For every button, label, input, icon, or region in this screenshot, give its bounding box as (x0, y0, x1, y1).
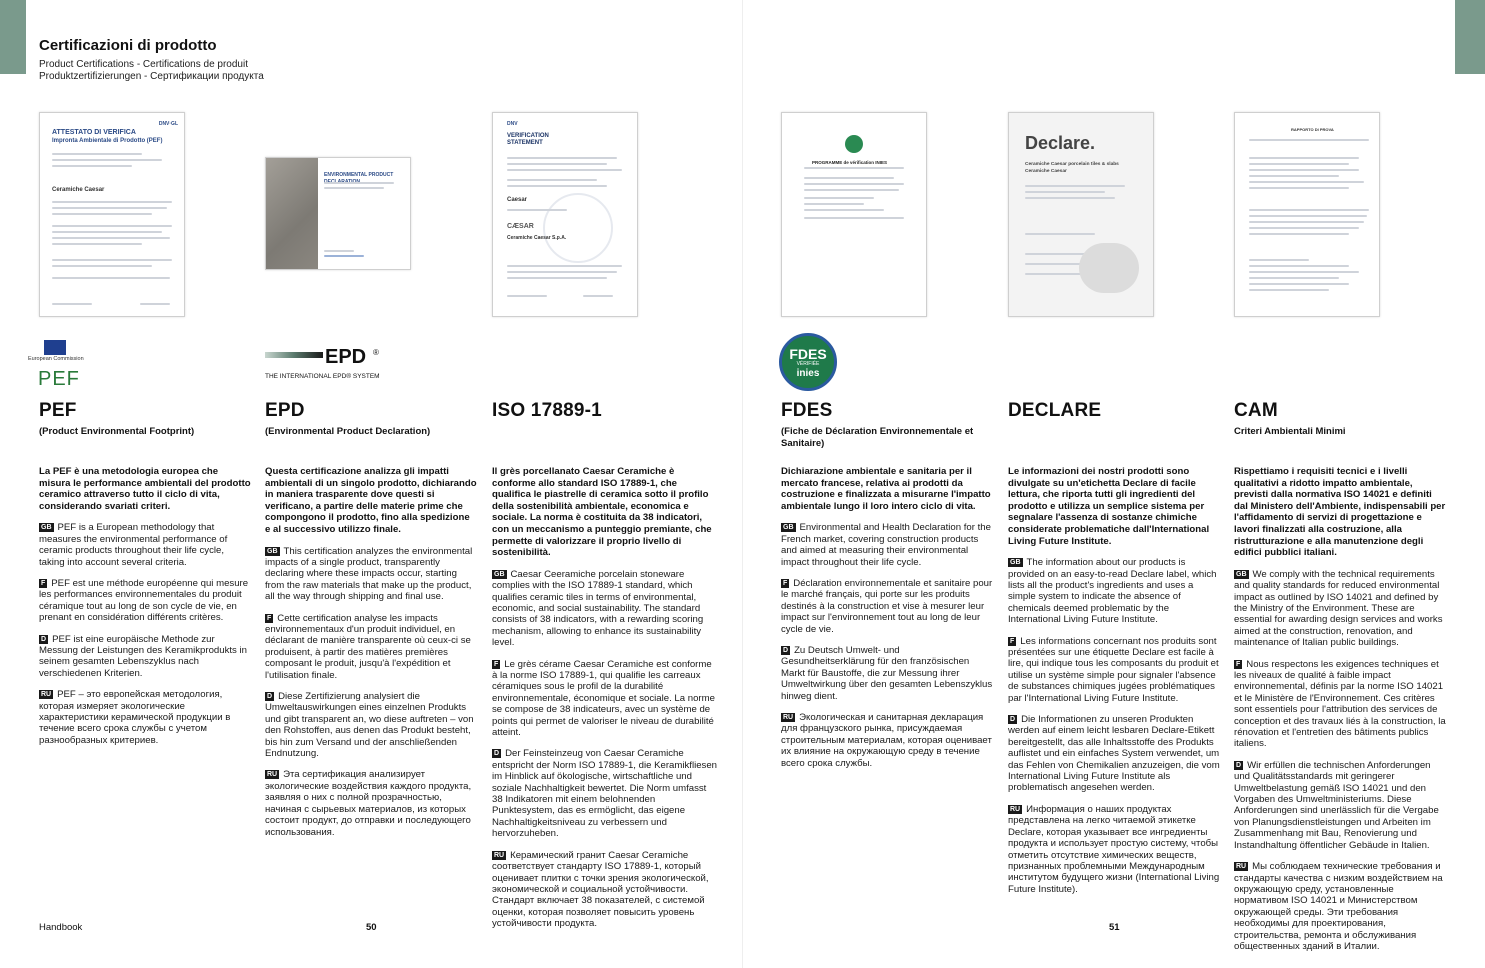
declare-d-text: D Die Informationen zu unseren Produkten werden auf einem leicht lesbaren Declare-Etikett bereitgestellt, das alle Inhaltsstoffe des Produkts auflistet und ein einfaches System verwendet, um das Fehlen von Chemikalien anzuzeigen, die vom International Living Future Institute als problematisch angesehen werden. (1008, 714, 1220, 794)
gb-badge: GB (41, 524, 52, 532)
cam-title: CAM (1234, 400, 1278, 421)
d-badge: D (783, 647, 789, 655)
iso-ru-text: RU Керамический гранит Caesar Ceramiche соответствует стандарту ISO 17889-1, который оценивает плитки с точки зрения экологической, экономической и социальной устойчивости. Стандарт включает 38 показателей, с системой оценки, которая позволяет повысить уровень устойчивости продукта. (492, 849, 709, 930)
pef-column (39, 400, 251, 756)
ru-badge: RU (1236, 863, 1247, 871)
epd-registered: ® (373, 348, 379, 357)
declare-ru-text: RU Информация о наших продуктах представлена на легко читаемой этикетке Declare, которая указывает все ингредиенты продукта и использует простую систему, чтобы отметить отсутствие химических веществ, признанных проблемными Международным институтом будущего жизни (International Living Future Institute). (1008, 803, 1220, 895)
f-badge: F (267, 614, 272, 622)
page-tab-left (0, 0, 26, 74)
epd-lead: Questa certificazione analizza gli impatti ambientali di un singolo prodotto, dichiarando in maniera trasparente dove questi si verificano, a partire delle materie prime che compongono il prodotto, fino alla spedizione e al successivo utilizzo finale. (265, 466, 477, 535)
thumb-heading: ENVIRONMENTAL PRODUCT (324, 172, 394, 178)
thumb-heading: ATTESTATO DI VERIFICA (52, 129, 136, 136)
thumb-heading: Ceramiche Caesar porcelain tiles & slabs (1025, 162, 1119, 167)
subtitle-line-1: Product Certifications - Certifications de produit (39, 59, 248, 70)
epd-f-text: F Cette certification analyse les impacts environnementaux d'un produit individuel, en déclarant de manière transparente où ceux-ci se produisent, à partir des matières premières composant le produit, jusqu'à l'expédition et l'utilisation finale. (265, 612, 471, 681)
iso-title: ISO 17889-1 (492, 400, 602, 421)
fdes-logo-text: FDES (789, 346, 827, 362)
d-badge: D (1010, 716, 1016, 724)
f-badge: F (494, 660, 499, 668)
fdes-ru-text: RU Экологическая и санитарная декларация для французского рынка, присуждаемая строительным материалам, которая оценивает их влияние на окружающую среду в течение всего срока службы. (781, 712, 992, 769)
epd-title: EPD (265, 400, 305, 421)
d-badge: D (494, 750, 500, 758)
cam-subtitle: Criteri Ambientali Minimi (1234, 426, 1346, 437)
epd-logo (265, 348, 395, 382)
declare-certificate-thumbnail (1008, 112, 1154, 317)
epd-certificate-thumbnail (265, 157, 411, 270)
pef-subtitle: (Product Environmental Footprint) (39, 426, 195, 437)
ru-badge: RU (267, 771, 278, 779)
thumb-heading: PROGRAMME de vérification INIES (812, 160, 888, 165)
page-number-left: 50 (366, 922, 377, 933)
gb-badge: GB (783, 524, 794, 532)
ru-badge: RU (41, 691, 52, 699)
iso-lead: Il grès porcellanato Caesar Ceramiche è conforme allo standard ISO 17889-1, che qualifica le piastrelle di ceramica sotto il profilo della sostenibilità ambientale, economica e sociale. La norma è costituita da 38 indicatori, con un meccanismo a punteggio premiante, che permette di valorizzare il proprio livello di sostenibilità. (492, 466, 712, 559)
pef-ru-text: RU PEF – это европейская методология, которая измеряет экологические характеристики керамической продукции в течение всего срока службы с учетом разнообразных критериев. (39, 689, 231, 746)
fdes-logo-verified: VÉRIFIÉE (796, 361, 820, 367)
page-title: Certificazioni di prodotto (39, 37, 217, 54)
iso-subtitle (492, 426, 718, 460)
iso-column (492, 400, 718, 940)
thumb-company: Ceramiche Caesar (52, 187, 105, 193)
fdes-d-text: D Zu Deutsch Umwelt- und Gesundheitserklärung für den französischen Markt für Baustoffe, die zur Messung ihrer Umweltwirkung über den gesamten Lebenszyklus hinweg dient. (781, 645, 993, 702)
gb-badge: GB (267, 547, 278, 555)
epd-caption: THE INTERNATIONAL EPD® SYSTEM (265, 373, 380, 380)
fdes-gb-text: GB Environmental and Health Declaration for the French market, covering construction products and aimed at measuring their environmental impact throughout their life cycle. (781, 522, 991, 568)
pef-f-text: F PEF est une méthode européenne qui mesure les performances environnementales du produit céramique tout au long de son cycle de vie, en prenant en considération différents critères. (39, 578, 249, 624)
f-badge: F (783, 580, 788, 587)
declare-f-text: F Les informations concernant nos produits sont présentées sur une étiquette Declare est facile à lire, qui indique tous les composants du produit et utilise un système simple pour signaler l'absence de substances chimiques jugées problématiques par l'International Living Future Institute. (1008, 635, 1219, 704)
f-badge: F (41, 580, 46, 587)
fdes-f-text: F Déclaration environnementale et sanitaire pour le marché français, qui porte sur les produits destinés à la construction et vise à mesurer leur impact sur l'environnement tout au long de leur cycle de vie. (781, 578, 993, 635)
ru-badge: RU (1010, 805, 1021, 813)
thumb-company: Caesar (507, 197, 528, 203)
thumb-brand: DNV·GL (158, 121, 178, 127)
gb-badge: GB (1010, 559, 1021, 567)
fdes-column (781, 400, 993, 779)
fdes-lead: Dichiarazione ambientale e sanitaria per il mercato francese, relativa ai prodotti da costruzione e finalizzata a misurarne l'impatto ambientale lungo il loro intero ciclo di vita. (781, 466, 991, 512)
page-tab-right (1455, 0, 1485, 74)
fdes-logo (779, 333, 837, 391)
gb-badge: GB (1236, 570, 1247, 578)
gb-badge: GB (494, 570, 505, 578)
declare-lead: Le informazioni dei nostri prodotti sono divulgate su un'etichetta Declare di facile lettura, che riporta tutti gli ingredienti del prodotto e utilizza un semplice sistema per segnalare l'assenza di sostanze chimiche considerate problematiche dall'International Living Future Institute. (1008, 466, 1210, 547)
thumb-company-full: Ceramiche Caesar S.p.A. (507, 235, 567, 241)
pef-label: PEF (38, 368, 80, 390)
footer-handbook: Handbook (39, 922, 83, 933)
eu-flag-icon (44, 340, 66, 355)
thumb-heading: RAPPORTO DI PROVA (1291, 127, 1334, 132)
cam-d-text: D Wir erfüllen die technischen Anforderungen und Qualitätsstandards mit geringerer Umweltbelastung gemäß ISO 14021 und den Vorgaben des Umweltministeriums. Diese Anforderungen sind unerlässlich für die Vergabe von Planungsdienstleistungen und Arbeiten im Zusammenhang mit Bau, Renovierung und Instandhaltung öffentlicher Gebäude in Italien. (1234, 759, 1439, 851)
cam-f-text: F Nous respectons les exigences techniques et les niveaux de qualité à faible impact environnemental, définis par la norme ISO 14021 et le Ministère de l'Environnement. Ces critères sont essentiels pour l'attribution des services de conception et des travaux liés à la construction, la rénovation et l'entretien des bâtiments publics italiens. (1234, 658, 1446, 750)
fdes-title: FDES (781, 400, 833, 421)
pef-d-text: D PEF ist eine europäische Methode zur Messung der Leistungen des Keramikprodukts in seinem gesamten Lebenszyklus nach verschiedenen Kriterien. (39, 633, 247, 679)
thumb-mark: CÆSAR (507, 223, 534, 230)
thumb-company: Ceramiche Caesar (1025, 169, 1067, 174)
fdes-subtitle: (Fiche de Déclaration Environnementale et Sanitaire) (781, 426, 974, 449)
page-number-right: 51 (1109, 922, 1120, 933)
cam-certificate-thumbnail (1234, 112, 1380, 317)
pef-lead: La PEF è una metodologia europea che misura le performance ambientali del prodotto ceramico attraverso tutto il ciclo di vita, considerando svariati criteri. (39, 466, 251, 512)
iso-gb-text: GB Caesar Ceeramiche porcelain stoneware complies with the ISO 17889-1 standard, which qualifies ceramic tiles in terms of environmental, economic, and social sustainability. The standard consists of 38 indicators, with a rewarding scoring mechanism, allowing to enhance its sustainability level. (492, 568, 704, 649)
iso-f-text: F Le grès cérame Caesar Ceramiche est conforme à la norme ISO 17889-1, qui qualifie les carreaux céramiques sous le profil de la durabilité environnementale, économique et sociale. La norme se compose de 38 indicateurs, avec un système de points qui permet de valoriser le niveau de durabilité atteint. (492, 658, 715, 739)
iso-d-text: D Der Feinsteinzeug von Caesar Ceramiche entspricht der Norm ISO 17889-1, die Keramikfliesen im Hinblick auf ökologische, wirtschaftliche und soziale Nachhaltigkeit bewertet. Die Norm umfasst 38 Indikatoren mit einem belohnenden Punktesystem, das es ermöglicht, das eigene Nachhaltigkeitsniveau zu verbessern und hervorzuheben. (492, 748, 718, 840)
page-subtitle (39, 59, 264, 83)
d-badge: D (1236, 761, 1242, 769)
epd-gb-text: GB This certification analyzes the environmental impacts of a single product, transparently declaring where these impacts occur, starting from the raw materials that make up the product, all the way through shipping and final use. (265, 545, 473, 603)
fdes-logo-inies: inies (796, 368, 820, 379)
ru-badge: RU (783, 714, 794, 722)
pef-certificate-thumbnail (39, 112, 185, 317)
pef-title: PEF (39, 400, 77, 421)
epd-column (265, 400, 477, 848)
f-badge: F (1236, 660, 1241, 668)
thumb-heading: VERIFICATION STATEMENT (507, 133, 549, 146)
pef-gb-text: GB PEF is a European methodology that measures the environmental performance of ceramic products throughout their life cycle, taking into account several criteria. (39, 522, 228, 568)
eu-label: European Commission (28, 356, 84, 362)
d-badge: D (41, 635, 47, 643)
pef-logo (28, 338, 98, 392)
epd-ru-text: RU Эта сертификация анализирует экологические воздействия каждого продукта, заявляя о них с полной прозрачностью, начиная с сырьевых материалов, из которых состоит продукт, до отправки и последующего использования. (265, 769, 472, 838)
subtitle-line-2: Produktzertifizierungen - Сертификации продукта (39, 71, 264, 82)
cam-column (1234, 400, 1448, 962)
epd-subtitle: (Environmental Product Declaration) (265, 426, 431, 437)
declare-subtitle (1008, 426, 1220, 460)
declare-column (1008, 400, 1220, 905)
iso-certificate-thumbnail (492, 112, 638, 317)
thumb-subheading: Impronta Ambientale di Prodotto (PEF) (52, 138, 163, 144)
f-badge: F (1010, 637, 1015, 645)
epd-label: EPD (325, 346, 367, 368)
epd-d-text: D Diese Zertifizierung analysiert die Umweltauswirkungen eines einzelnen Produkts und gibt transparent an, wo diese auftreten – von den Rohstoffen, aus denen das Produkt besteht, bis hin zum Versand und der anschließenden Endnutzung. (265, 691, 474, 760)
declare-title: DECLARE (1008, 400, 1102, 421)
page-spine (742, 0, 743, 968)
fdes-certificate-thumbnail (781, 112, 927, 317)
cam-ru-text: RU Мы соблюдаем технические требования и стандарты качества с низким воздействием на окружающую среду, установленные нормативом ISO 14021 и Министерством окружающей среды. Эти требования необходимы для проектирования, строительства, ремонта и обслуживания общественных зданий в Италии. (1234, 861, 1443, 952)
ru-badge: RU (494, 851, 505, 859)
thumb-brand: Declare. (1025, 133, 1096, 153)
cam-lead: Rispettiamo i requisiti tecnici e i livelli qualitativi a ridotto impatto ambientale, previsti dalla normativa ISO 14021 e definiti dal Ministero dell'Ambiente, indispensabili per l'affidamento di servizi di progettazione e lavori finalizzati alla costruzione, alla ristrutturazione e alla manutenzione degli edifici pubblici italiani. (1234, 466, 1446, 559)
thumb-brand: DNV (507, 121, 518, 127)
d-badge: D (267, 693, 273, 701)
cam-gb-text: GB We comply with the technical requirements and quality standards for reduced environmental impact as outlined by ISO 14021 and defined by the Ministry of the Environment. These are essential for awarding design services and works aimed at the construction, renovation, and maintenance of Italian public buildings. (1234, 568, 1443, 649)
declare-gb-text: GB The information about our products is provided on an easy-to-read Declare label, which lists all the product's ingredients and uses a simple system to indicate the absence of chemicals deemed problematic by the International Living Future Institute. (1008, 557, 1217, 626)
